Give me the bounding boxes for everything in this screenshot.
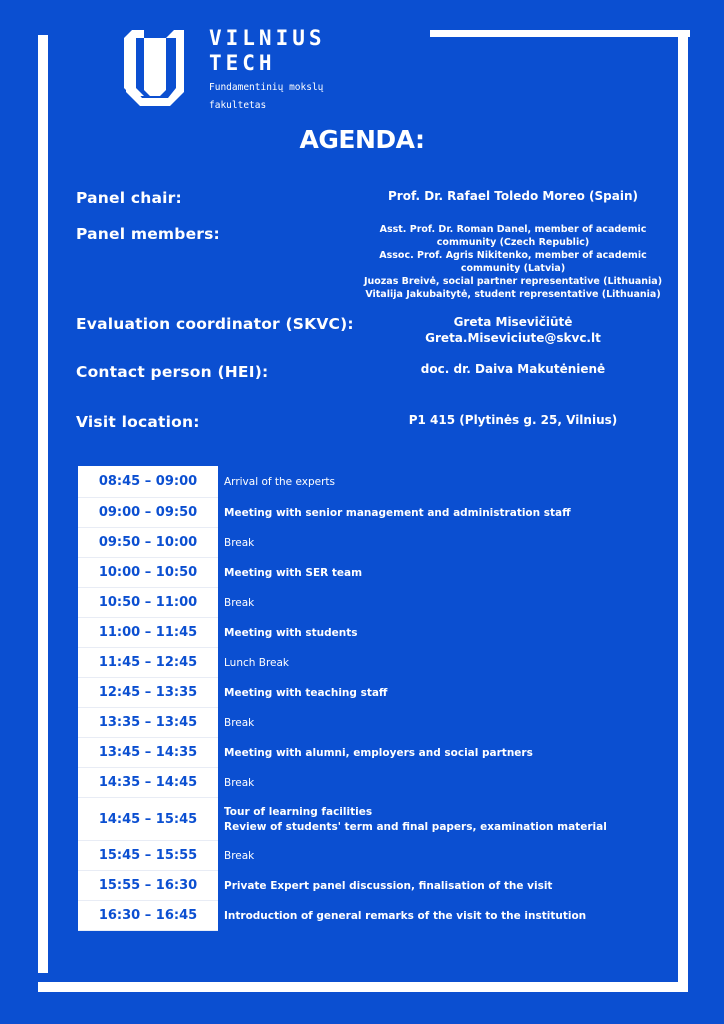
- coordinator-email[interactable]: Greta.Miseviciute@skvc.lt: [425, 331, 601, 345]
- frame-left: [38, 35, 48, 973]
- agenda-activity: [218, 716, 254, 731]
- agenda-time: 13:45 – 14:35: [78, 738, 218, 768]
- agenda-row: [78, 841, 678, 871]
- agenda-time: 15:55 – 16:30: [78, 871, 218, 901]
- agenda-activity-line: Meeting with senior management and administration staff: [224, 506, 571, 519]
- panel-members-label: Panel members:: [76, 225, 220, 243]
- agenda-time: 14:45 – 15:45: [78, 798, 218, 841]
- panel-member-line: community (Latvia): [460, 263, 566, 274]
- agenda-row: [78, 901, 678, 931]
- agenda-time: 10:50 – 11:00: [78, 588, 218, 618]
- agenda-time: 09:50 – 10:00: [78, 528, 218, 558]
- agenda-time: 09:00 – 09:50: [78, 498, 218, 528]
- agenda-time: 14:35 – 14:45: [78, 768, 218, 798]
- vilnius-tech-logo-icon: [124, 30, 186, 106]
- agenda-activity: [218, 506, 571, 521]
- agenda-row: [78, 648, 678, 678]
- agenda-row: [78, 588, 678, 618]
- location-value: P1 415 (Plytinės g. 25, Vilnius): [408, 413, 618, 427]
- agenda-table: [78, 466, 678, 931]
- agenda-row: [78, 871, 678, 901]
- panel-member-line: Assoc. Prof. Agris Nikitenko, member of academic: [379, 250, 647, 261]
- panel-member-line: Asst. Prof. Dr. Roman Danel, member of academic: [379, 224, 647, 235]
- panel-chair-label: Panel chair:: [76, 189, 182, 207]
- location-label: Visit location:: [76, 413, 200, 431]
- panel-member-line: Vitalija Jakubaitytė, student representative (Lithuania): [365, 289, 661, 300]
- frame-right: [678, 30, 688, 990]
- agenda-activity: [218, 596, 254, 611]
- agenda-activity-line: Break: [224, 596, 255, 609]
- contact-label: Contact person (HEI):: [76, 363, 269, 381]
- brand-name-line2: TECH: [209, 51, 276, 75]
- brand-name-line1: VILNIUS: [209, 26, 326, 50]
- coordinator-label: Evaluation coordinator (SKVC):: [76, 315, 354, 333]
- contact-value: doc. dr. Daiva Makutėnienė: [420, 362, 606, 376]
- agenda-time: 13:35 – 13:45: [78, 708, 218, 738]
- page-title: AGENDA:: [299, 125, 425, 154]
- agenda-row: [78, 466, 678, 498]
- agenda-activity-line: Private Expert panel discussion, finalisation of the visit: [224, 879, 553, 892]
- agenda-activity-line: Meeting with students: [224, 626, 358, 639]
- agenda-row: [78, 498, 678, 528]
- frame-bottom: [38, 982, 688, 992]
- agenda-activity-line: Tour of learning facilities: [224, 805, 373, 818]
- agenda-time: 10:00 – 10:50: [78, 558, 218, 588]
- agenda-row: [78, 798, 678, 841]
- agenda-activity: [218, 626, 358, 641]
- agenda-activity: [218, 536, 254, 551]
- agenda-activity: [218, 909, 586, 924]
- faculty-line2: fakultetas: [209, 100, 267, 111]
- agenda-time: 08:45 – 09:00: [78, 466, 218, 498]
- agenda-time: 12:45 – 13:35: [78, 678, 218, 708]
- agenda-row: [78, 528, 678, 558]
- agenda-activity: [218, 746, 533, 761]
- agenda-activity: [218, 656, 289, 671]
- agenda-activity-line: Arrival of the experts: [224, 475, 335, 488]
- agenda-activity-line: Review of students' term and final papers, examination material: [224, 820, 607, 833]
- frame-top-right: [430, 30, 690, 37]
- agenda-activity: [218, 805, 607, 835]
- agenda-time: 11:45 – 12:45: [78, 648, 218, 678]
- agenda-activity-line: Meeting with alumni, employers and social partners: [224, 746, 533, 759]
- agenda-row: [78, 768, 678, 798]
- agenda-activity: [218, 475, 335, 490]
- panel-members-list: [360, 223, 666, 301]
- brand-block: [209, 26, 326, 112]
- agenda-activity-line: Break: [224, 716, 255, 729]
- agenda-activity: [218, 566, 362, 581]
- agenda-activity: [218, 776, 254, 791]
- agenda-activity-line: Introduction of general remarks of the visit to the institution: [224, 909, 587, 922]
- agenda-activity-line: Meeting with SER team: [224, 566, 363, 579]
- panel-chair-value: Prof. Dr. Rafael Toledo Moreo (Spain): [388, 189, 638, 203]
- agenda-activity: [218, 686, 387, 701]
- agenda-row: [78, 708, 678, 738]
- agenda-activity-line: Break: [224, 536, 255, 549]
- agenda-row: [78, 618, 678, 648]
- agenda-activity: [218, 879, 552, 894]
- panel-member-line: Juozas Breivė, social partner representative (Lithuania): [363, 276, 663, 287]
- agenda-activity-line: Break: [224, 849, 255, 862]
- agenda-row: [78, 678, 678, 708]
- agenda-time: 11:00 – 11:45: [78, 618, 218, 648]
- agenda-activity-line: Break: [224, 776, 255, 789]
- agenda-activity-line: Meeting with teaching staff: [224, 686, 388, 699]
- agenda-activity: [218, 849, 254, 864]
- agenda-row: [78, 558, 678, 588]
- agenda-row: [78, 738, 678, 768]
- coordinator-block: [360, 314, 666, 346]
- agenda-time: 16:30 – 16:45: [78, 901, 218, 931]
- faculty-line1: Fundamentinių mokslų: [209, 82, 324, 93]
- agenda-activity-line: Lunch Break: [224, 656, 290, 669]
- panel-member-line: community (Czech Republic): [436, 237, 590, 248]
- coordinator-name: Greta Misevičiūtė: [453, 315, 573, 329]
- agenda-time: 15:45 – 15:55: [78, 841, 218, 871]
